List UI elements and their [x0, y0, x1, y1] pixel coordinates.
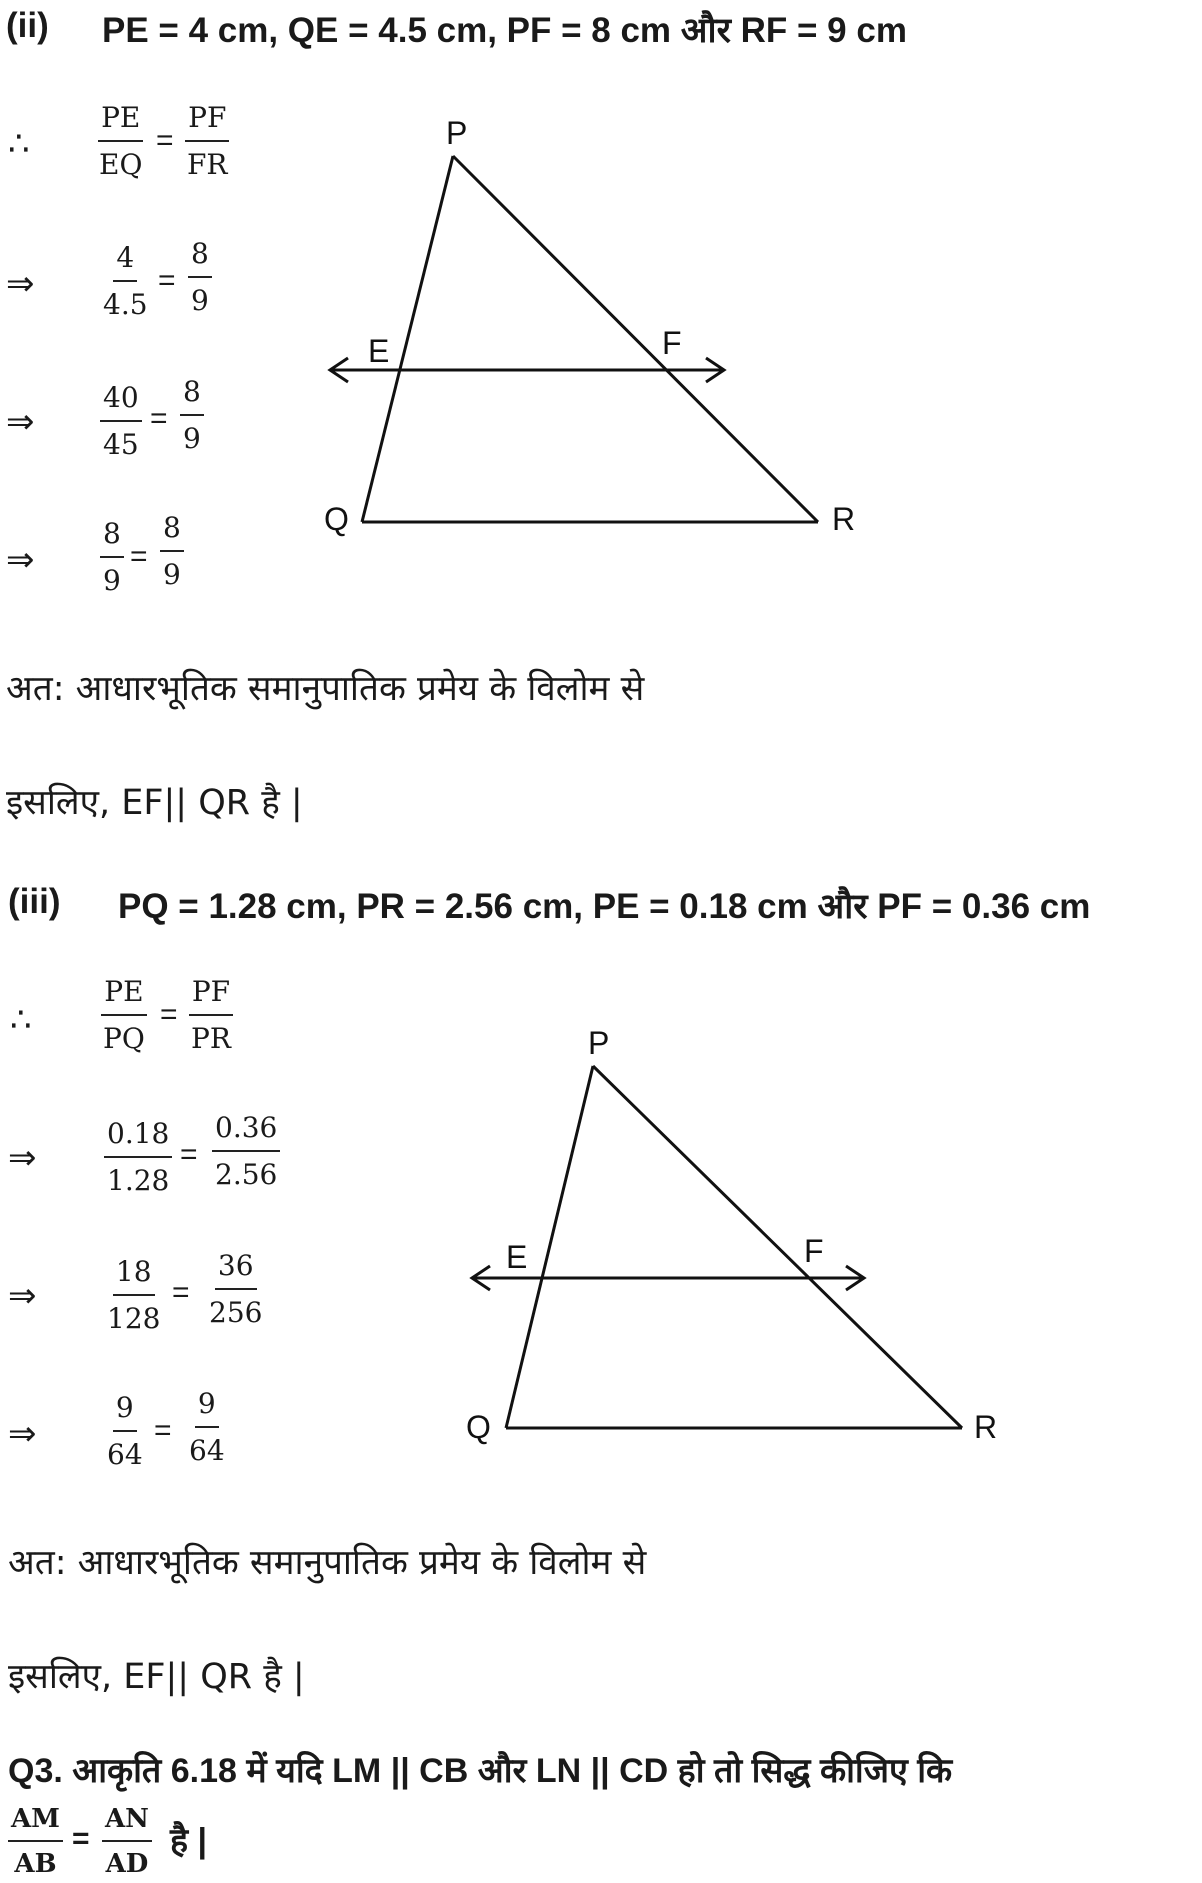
equals-sign: =	[72, 1822, 90, 1855]
equals-sign: =	[154, 1414, 172, 1447]
part-iii-label: (iii)	[8, 882, 61, 921]
fraction	[184, 101, 231, 181]
implies-symbol: ⇒	[6, 264, 35, 304]
fraction-numerator: 8	[160, 514, 184, 552]
equals-sign: =	[160, 998, 178, 1031]
equals-sign: =	[130, 540, 148, 573]
fraction-denominator: 64	[107, 1438, 143, 1471]
implies-symbol: ⇒	[6, 402, 35, 442]
vertex-label-r: R	[832, 501, 856, 537]
question-3-suffix: है |	[170, 1822, 208, 1860]
therefore-symbol: ∴	[10, 1000, 32, 1040]
triangle-figure	[310, 100, 870, 560]
fraction-numerator: 18	[113, 1258, 155, 1296]
point-label-f: F	[662, 325, 682, 361]
equals-sign: =	[172, 1276, 190, 1309]
therefore-symbol: ∴	[8, 124, 30, 164]
fraction-numerator: PF	[185, 104, 229, 142]
fraction-numerator: 8	[180, 378, 204, 416]
result-line: इसलिए, EF|| QR है |	[6, 783, 303, 823]
result-line: इसलिए, EF|| QR है |	[8, 1657, 305, 1697]
point-label-f: F	[804, 1233, 824, 1269]
fraction-denominator: AB	[14, 1849, 57, 1879]
fraction-numerator: 9	[113, 1394, 137, 1432]
fraction	[188, 237, 212, 317]
implies-symbol: ⇒	[8, 1276, 37, 1316]
fraction-numerator: 9	[195, 1390, 219, 1428]
fraction-numerator: 40	[100, 384, 142, 422]
fraction-denominator: 9	[191, 284, 209, 317]
fraction	[100, 517, 124, 597]
implies-symbol: ⇒	[6, 540, 35, 580]
fraction	[160, 511, 184, 591]
fraction	[8, 1806, 63, 1877]
fraction-denominator: 9	[163, 558, 181, 591]
fraction	[186, 1387, 228, 1467]
fraction-denominator: PQ	[103, 1022, 145, 1055]
fraction-denominator: 45	[103, 428, 139, 461]
fraction-denominator: 64	[189, 1434, 225, 1467]
fraction-denominator: EQ	[99, 148, 143, 181]
fraction	[212, 1111, 280, 1191]
vertex-label-r: R	[974, 1409, 998, 1445]
vertex-label-q: Q	[466, 1409, 491, 1445]
implies-symbol: ⇒	[8, 1138, 37, 1178]
fraction	[96, 101, 145, 181]
fraction-denominator: 9	[183, 422, 201, 455]
vertex-label-q: Q	[324, 501, 349, 537]
conclusion-line: अत: आधारभूतिक समानुपातिक प्रमेय के विलोम से	[8, 1543, 647, 1583]
fraction	[188, 975, 234, 1055]
side-pr	[453, 156, 818, 522]
equals-sign: =	[156, 124, 174, 157]
vertex-label-p: P	[446, 115, 468, 151]
equals-sign: =	[158, 264, 176, 297]
fraction-denominator: 4.5	[103, 288, 148, 321]
part-ii-given: PE = 4 cm, QE = 4.5 cm, PF = 8 cm और RF = 9 cm	[102, 11, 907, 50]
fraction	[102, 1806, 152, 1877]
fraction	[104, 1255, 163, 1335]
fraction-denominator: 1.28	[107, 1164, 170, 1197]
part-ii-label: (ii)	[6, 6, 49, 45]
point-label-e: E	[368, 333, 390, 369]
fraction	[100, 381, 142, 461]
implies-symbol: ⇒	[8, 1414, 37, 1454]
vertex-label-p: P	[588, 1025, 610, 1061]
fraction-numerator: 4	[113, 244, 137, 282]
fraction-numerator: PE	[101, 978, 146, 1016]
fraction	[104, 1117, 172, 1197]
fraction-numerator: 0.36	[212, 1114, 280, 1152]
fraction-numerator: 8	[100, 520, 124, 558]
equals-sign: =	[180, 1138, 198, 1171]
fraction-numerator: AN	[102, 1806, 152, 1842]
fraction-denominator: FR	[187, 148, 228, 181]
equals-sign: =	[150, 402, 168, 435]
conclusion-line: अत: आधारभूतिक समानुपातिक प्रमेय के विलोम से	[6, 669, 645, 709]
fraction-denominator: PR	[191, 1022, 231, 1055]
fraction	[100, 241, 151, 321]
fraction-numerator: 8	[188, 240, 212, 278]
fraction-denominator: 128	[107, 1302, 161, 1335]
fraction-denominator: 9	[103, 564, 121, 597]
point-label-e: E	[506, 1239, 528, 1275]
fraction-numerator: 36	[215, 1252, 257, 1290]
question-3-text: Q3. आकृति 6.18 में यदि LM || CB और LN || CD हो तो सिद्ध कीजिए कि	[8, 1752, 953, 1790]
fraction	[104, 1391, 146, 1471]
fraction-numerator: AM	[8, 1806, 63, 1842]
fraction-numerator: PF	[189, 978, 233, 1016]
part-iii-given: PQ = 1.28 cm, PR = 2.56 cm, PE = 0.18 cm और PF = 0.36 cm	[118, 887, 1091, 926]
fraction-denominator: AD	[105, 1849, 149, 1879]
fraction	[100, 975, 148, 1055]
fraction-denominator: 2.56	[215, 1158, 278, 1191]
fraction-denominator: 256	[209, 1296, 263, 1329]
triangle-figure	[452, 1010, 1012, 1470]
fraction-numerator: 0.18	[104, 1120, 172, 1158]
side-pr	[593, 1066, 962, 1428]
fraction	[206, 1249, 265, 1329]
fraction	[180, 375, 204, 455]
fraction-numerator: PE	[98, 104, 143, 142]
